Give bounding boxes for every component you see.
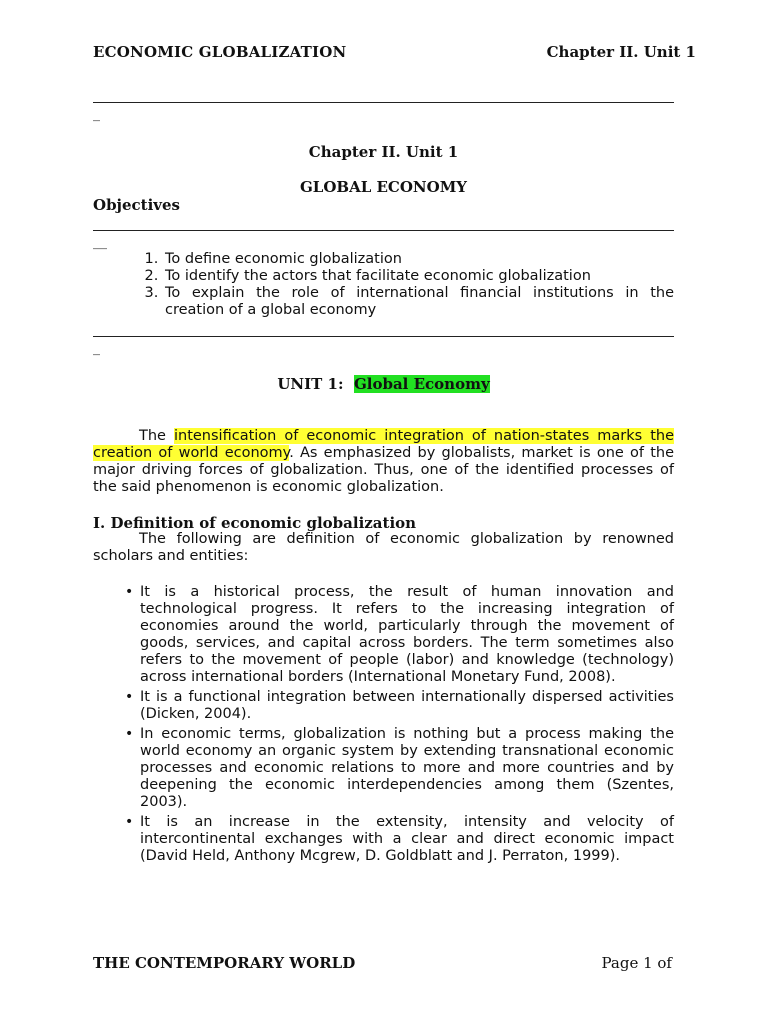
- unit-heading: [93, 375, 674, 393]
- intro-highlight: intensification of economic integration of nation-states marks the creation of world economy: [93, 428, 675, 461]
- running-footer-course: THE CONTEMPORARY WORLD: [93, 954, 356, 972]
- unit-prefix: UNIT 1:: [277, 375, 344, 393]
- intro-rest: . As emphasized by globalists, market is one of the major driving forces of globalization. Thus, one of the identified processes of the said phenomenon is economic globalization.: [93, 445, 674, 495]
- running-header-chapter: Chapter II. Unit 1: [546, 43, 696, 61]
- section-heading: I. Definition of economic globalization: [93, 514, 417, 532]
- definition-item: • It is a historical process, the result of human innovation and technological progress. It refers to the increasing integration of economies around the world, particularly through the movement of goods, services, and capital across borders. The term sometimes also refers to the movement of people (labor) and knowledge (technology) across international borders (International Monetary Fund, 2008).: [125, 584, 674, 685]
- bullet-icon: •: [125, 814, 134, 830]
- definition-item: • It is a functional integration between internationally dispersed activities (Dicken, 2004).: [125, 689, 674, 722]
- objective-item: 1. To define economic globalization: [163, 251, 674, 268]
- bullet-icon: •: [125, 689, 134, 705]
- horizontal-rule: [93, 102, 674, 103]
- page-number: Page 1 of: [601, 954, 672, 972]
- objectives-label: Objectives: [93, 196, 180, 214]
- intro-paragraph: [93, 428, 674, 496]
- chapter-title: Chapter II. Unit 1: [308, 143, 459, 161]
- objective-item: 3. To explain the role of international financial institutions in the creation of a global economy: [163, 285, 674, 319]
- bullet-icon: •: [125, 726, 134, 742]
- definition-item: • In economic terms, globalization is nothing but a process making the world economy an organic system by extending transnational economic processes and economic relations to more and more countries and by deepening the economic interdependencies among them (Szentes, 2003).: [125, 726, 674, 810]
- running-header-title: ECONOMIC GLOBALIZATION: [93, 43, 347, 61]
- rule-overflow: __: [93, 234, 107, 250]
- unit-name-highlight: Global Economy: [353, 375, 490, 393]
- page-title: GLOBAL ECONOMY: [299, 178, 468, 196]
- objective-item: 2. To identify the actors that facilitate economic globalization: [163, 268, 674, 285]
- horizontal-rule: [93, 336, 674, 337]
- rule-overflow: _: [93, 106, 100, 122]
- bullet-icon: •: [125, 584, 134, 600]
- horizontal-rule: [93, 230, 674, 231]
- definition-item: • It is an increase in the extensity, intensity and velocity of intercontinental exchanges with a clear and direct economic impact (David Held, Anthony Mcgrew, D. Goldblatt and J. Perraton, 1999).: [125, 814, 674, 864]
- section-intro: The following are definition of economic globalization by renowned scholars and entities:: [93, 531, 674, 564]
- definitions-list: [93, 584, 674, 868]
- intro-start: The: [139, 428, 174, 444]
- objectives-list: [93, 251, 674, 319]
- rule-overflow: _: [93, 340, 100, 356]
